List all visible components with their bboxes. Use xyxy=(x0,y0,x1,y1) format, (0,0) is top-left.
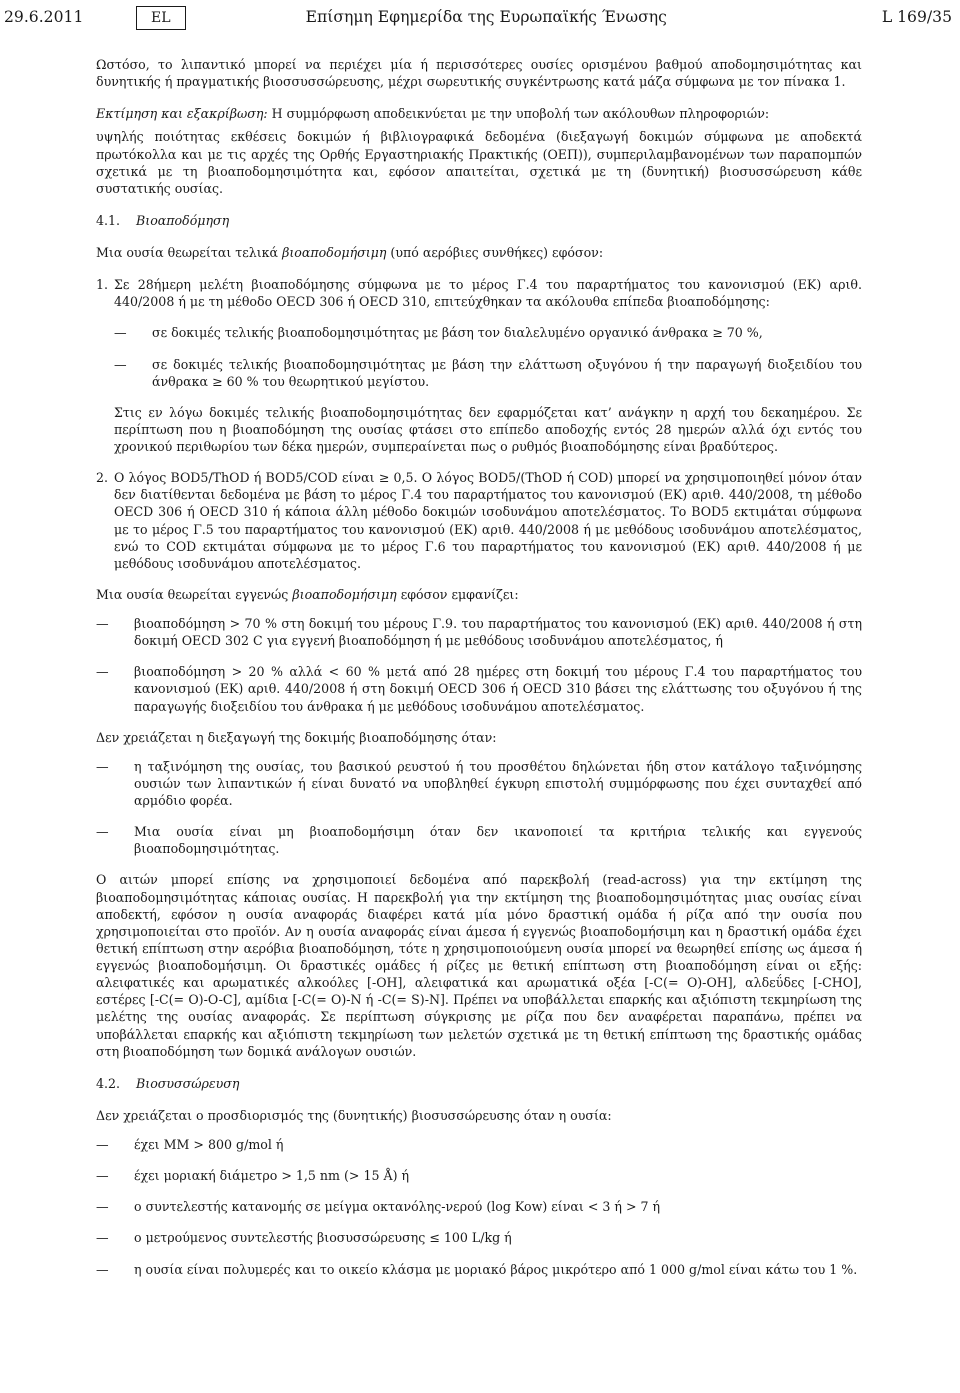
list-item-text: σε δοκιμές τελικής βιοαποδομησιμότητας με βάση τον διαλελυμένο οργανικό άνθρακα ≥ 70 %, xyxy=(152,325,763,341)
page-header xyxy=(4,4,954,32)
list-item-text: ο μετρούμενος συντελεστής βιοσυσσώρευσης ≤ 100 L/kg ή xyxy=(134,1230,512,1246)
item-number: 1. xyxy=(96,277,109,293)
text-run: Μια ουσία θεωρείται τελικά xyxy=(96,245,283,260)
bioaccumulation-paragraph: Δεν χρειάζεται ο προσδιορισμός της (δυνητικής) βιοσυσσώρευσης όταν η ουσία: xyxy=(96,1107,612,1123)
document-body xyxy=(96,56,862,1292)
emphasis: βιοαποδομήσιμη xyxy=(292,586,397,602)
assessment-paragraph xyxy=(96,105,862,122)
item-note: Στις εν λόγω δοκιμές τελικής βιοαποδομησιμότητας δεν εφαρμόζεται κατ’ ανάγκην η αρχή του δεκαημέρου. Σε περίπτωση που η βιοαποδόμηση της ουσίας φτάσει στο επίπεδο αποδοχής εντός 28 ημερών αλλά όχι εντός του χρονικού περιθωρίου των δέκα ημερών, συμπεραίνεται πως ο ρυθμός βιοαποδόμησης είναι βραδύτερος. xyxy=(114,404,862,454)
list-item xyxy=(96,1261,862,1278)
list-item-text: έχει ΜΜ > 800 g/mol ή xyxy=(134,1137,284,1152)
text-run: Μια ουσία θεωρείται εγγενώς xyxy=(96,586,293,602)
read-across-paragraph: Ο αιτών μπορεί επίσης να χρησιμοποιεί δεδομένα από παρεκβολή (read-across) για την εκτίμηση της βιοαποδομησιμότητας κάποιας ουσίας. Η παρεκβολή για την εκτίμηση της βιοαποδομησιμότητας μιας ουσίας είναι αποδεκτή, εφόσον η ουσία αναφοράς διαφέρει κατά μία μόνο δραστική ομάδα ή ρίζα από την ουσία που χρησιμοποιείται στο προϊόν. Αν η ουσία αναφοράς είναι άμεσα ή εγγενώς βιοαποδομήσιμη και η δραστική ομάδα έχει θετική επίπτωση στην αερόβια βιοαποδόμηση, τότε η χρησιμοποιούμενη ουσία μπορεί να θεωρηθεί επίσης ως άμεσα ή εγγενώς βιοαποδομήσιμη. Οι δραστικές ομάδες ή ρίζες με θετική επίπτωση στη βιοαποδόμηση είναι οι εξής: αλειφατικές και αρωματικές αλκοόλες [-OH], αλειφατικά και αρωματικά οξέα [-C(= O)-OH], αλδεΰδες [-CHO], εστέρες [-C(= O)-O-C], αμίδια [-C(= O)-N ή -C(= S)-N]. Πρέπει να υποβάλλεται επαρκής και αξιόπιστη τεκμηρίωση της μελέτης της ουσίας αναφοράς. Σε περίπτωση σύγκρισης με ρίζα που δεν αναφέρεται παραπάνω, πρέπει να υποβάλλεται επαρκής και αξιόπιστη τεκμηρίωση των μελετών σχετικά με τη θετική επίπτωση της δραστικής ομάδας στη βιοαποδόμηση των δομικά ανάλογων ουσιών. xyxy=(96,872,862,1059)
dash-marker: — xyxy=(96,758,109,774)
text-run: (υπό αερόβιες συνθήκες) εφόσον: xyxy=(386,245,604,260)
list-item-text: η ουσία είναι πολυμερές και το οικείο κλάσμα με μοριακό βάρος μικρότερο από 1 000 g/mol είναι κάτω του 1 %. xyxy=(134,1261,858,1277)
list-item-text: βιοαποδόμηση > 70 % στη δοκιμή του μέρους Γ.9. του παραρτήματος του κανονισμού (ΕΚ) αριθ. 440/2008 ή στη δοκιμή OECD 302 C για εγγενή βιοαποδόμηση ή με μεθόδους ισοδυνάμου αποτελέσματος, ή xyxy=(134,616,862,649)
list-item xyxy=(96,823,862,857)
dash-marker: — xyxy=(96,1230,109,1246)
item-text: Ο λόγος BOD5/ThOD ή BOD5/COD είναι ≥ 0,5. Ο λόγος BOD5/(ThOD ή COD) μπορεί να χρησιμοποιηθεί μόνον όταν δεν διατίθενται δεδομένα με βάση το μέρος Γ.4 του παραρτήματος του κανονισμού (ΕΚ) αριθ. 440/2008, τη μέθοδο OECD 306 ή OECD 310 ή κάποια άλλη μέθοδο δοκιμών ισοδυνάμου αποτελέσματος. Το BOD5 εκτιμάται σύμφωνα με το μέρος Γ.5 του παραρτήματος του κανονισμού (ΕΚ) αριθ. 440/2008 ή με μεθόδους ισοδυνάμου αποτελέσματος, ενώ το COD εκτιμάται σύμφωνα με το μέρος Γ.6 του παραρτήματος του κανονισμού (ΕΚ) αριθ. 440/2008 ή με μεθόδους ισοδυνάμου αποτελέσματος. xyxy=(114,470,862,571)
list-item-text: έχει μοριακή διάμετρο > 1,5 nm (> 15 Å) ή xyxy=(134,1168,410,1184)
numbered-item xyxy=(96,276,862,455)
item-text: Σε 28ήμερη μελέτη βιοαποδόμησης σύμφωνα με το μέρος Γ.4 του παραρτήματος του κανονισμού (ΕΚ) αριθ. 440/2008 ή με τη μέθοδο OECD 306 ή OECD 310, επιτεύχθηκαν τα ακόλουθα επίπεδα βιοαποδόμησης: xyxy=(114,277,862,310)
section-title: Βιοαποδόμηση xyxy=(136,212,230,228)
assessment-text: Η συμμόρφωση αποδεικνύεται με την υποβολή των ακόλουθων πληροφοριών: xyxy=(267,106,770,122)
list-item xyxy=(96,1229,862,1246)
list-item xyxy=(96,758,862,809)
list-item-text: βιοαποδόμηση > 20 % αλλά < 60 % μετά από 28 ημέρες στη δοκιμή του μέρους Γ.4 του παραρτήματος του κανονισμού (ΕΚ) αριθ. 440/2008 ή στη δοκιμή OECD 306 ή OECD 310 βάσει της ελάττωσης του οξυγόνου ή της παραγωγής διοξειδίου του άνθρακα ή με μεθόδους ισοδυνάμου αποτελέσματος. xyxy=(134,664,862,714)
header-left xyxy=(4,6,186,30)
list-item xyxy=(96,615,862,649)
section-heading-bioaccumulation xyxy=(96,1075,862,1092)
dash-marker: — xyxy=(96,1168,109,1184)
dash-marker: — xyxy=(96,1261,109,1277)
evidence-paragraph: υψηλής ποιότητας εκθέσεις δοκιμών ή βιβλιογραφικά δεδομένα (διεξαγωγή δοκιμών σύμφωνα με αποδεκτά πρωτόκολλα και με τις αρχές της Ορθής Εργαστηριακής Πρακτικής (ΟΕΠ)), συμπεριλαμβανομένων των παραπομπών σχετικά με τη βιοαποδομησιμότητα και, εφόσον απαιτείται, σχετικά με τη (δυνητική) βιοσυσσώρευση κάθε συστατικής ουσίας. xyxy=(96,129,862,196)
dash-marker: — xyxy=(114,356,127,372)
list-item xyxy=(114,356,862,390)
dash-marker: — xyxy=(96,824,109,840)
list-item xyxy=(114,324,862,341)
dash-marker: — xyxy=(96,616,109,631)
noneed-paragraph: Δεν χρειάζεται η διεξαγωγή της δοκιμής βιοαποδόμησης όταν: xyxy=(96,729,497,745)
page-number: L 169/35 xyxy=(881,8,952,27)
dash-marker: — xyxy=(114,325,127,341)
list-item-text: σε δοκιμές τελικής βιοαποδομησιμότητας με βάση την ελάττωση οξυγόνου ή την παραγωγή διοξειδίου του άνθρακα ≥ 60 % του θεωρητικού μεγίστου. xyxy=(152,356,862,389)
list-item xyxy=(96,1167,862,1184)
list-item-text: η ταξινόμηση της ουσίας, του βασικού ρευστού ή του προσθέτου δηλώνεται ήδη στον κατάλογο ταξινόμησης ουσιών των λιπαντικών ή είναι δυνατό να υποβληθεί έγκυρη επιστολή συμμόρφωσης που έχει συνταχθεί από αρμόδιο φορέα. xyxy=(134,758,862,808)
publication-date: 29.6.2011 xyxy=(4,8,84,27)
list-item-text: Μια ουσία είναι μη βιοαποδομήσιμη όταν δεν ικανοποιεί τα κριτήρια τελικής και εγγενούς βιοαποδομησιμότητας. xyxy=(134,824,862,857)
section-number: 4.1. xyxy=(96,212,121,228)
list-item xyxy=(96,663,862,714)
section-title: Βιοσυσσώρευση xyxy=(136,1075,240,1091)
inherent-paragraph xyxy=(96,586,862,603)
dash-marker: — xyxy=(96,664,109,680)
dash-marker: — xyxy=(96,1199,109,1215)
dash-marker: — xyxy=(96,1137,109,1152)
numbered-item xyxy=(96,469,862,572)
list-item-text: ο συντελεστής κατανομής σε μείγμα οκτανόλης-νερού (log Kow) είναι < 3 ή > 7 ή xyxy=(134,1199,661,1215)
emphasis: βιοαποδομήσιμη xyxy=(282,245,387,260)
section-number: 4.2. xyxy=(96,1075,121,1091)
language-badge: EL xyxy=(136,6,186,30)
item-number: 2. xyxy=(96,470,109,486)
journal-title: Επίσημη Εφημερίδα της Ευρωπαϊκής Ένωσης xyxy=(305,8,667,27)
list-item xyxy=(96,1136,862,1153)
section-heading-biodegradation xyxy=(96,212,862,229)
item-body xyxy=(114,276,862,455)
assessment-label: Εκτίμηση και εξακρίβωση: xyxy=(96,106,268,122)
ultimate-paragraph xyxy=(96,244,862,261)
list-item xyxy=(96,1198,862,1215)
text-run: εφόσον εμφανίζει: xyxy=(396,586,519,602)
intro-paragraph: Ωστόσο, το λιπαντικό μπορεί να περιέχει μία ή περισσότερες ουσίες ορισμένου βαθμού αποδομησιμότητας και δυνητικής ή πραγματικής βιοσσυσσώρευσης, μέχρι σωρευτικής συγκέντρωσης κατά μάζα σύμφωνα με τον πίνακα 1. xyxy=(96,57,862,90)
